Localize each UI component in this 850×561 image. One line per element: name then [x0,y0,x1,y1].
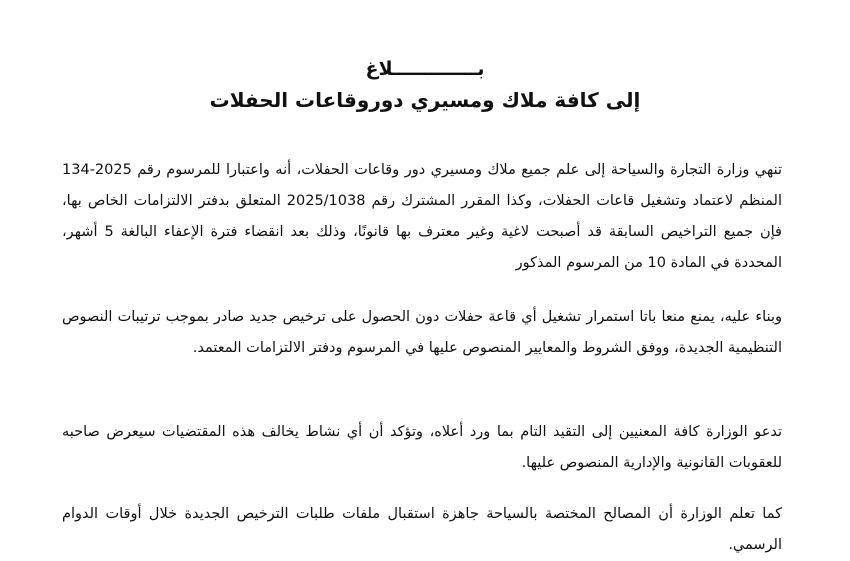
document-subtitle: إلى كافة ملاك ومسيري دوروقاعات الحفلات [209,88,641,112]
paragraph-1: تنهي وزارة التجارة والسياحة إلى علم جميع ملاك ومسيري دور وقاعات الحفلات، أنه واعتبارا للمرسوم رقم 2025-134 المنظم لاعتماد وتشغيل قاعات الحفلات، وكذا المقرر المشترك رقم 2025/1038 المتعلق بدفتر الالتزامات الخاص بها، فإن جميع التراخيص السابقة قد أصبحت لاغية وغير معترف بها قانونًا، وذلك بعد انقضاء فترة الإعفاء البالغة 5 أشهر، المحددة في المادة 10 من المرسوم المذكور [62,161,782,271]
document-title: بـــــــــــــلاغ [365,58,485,80]
paragraph-3: تدعو الوزارة كافة المعنيين إلى التقيد التام بما ورد أعلاه، وتؤكد أن أي نشاط يخالف هذه المقتضيات سيعرض صاحبه للعقوبات القانونية والإدارية المنصوص عليها. [62,423,782,471]
paragraph-4: كما تعلم الوزارة أن المصالح المختصة بالسياحة جاهزة استقبال ملفات طلبات الترخيص الجديدة خلال أوقات الدوام الرسمي. [62,505,782,553]
paragraph-2: وبناء عليه، يمنع منعا باتا استمرار تشغيل أي قاعة حفلات دون الحصول على ترخيص جديد صادر بموجب ترتيبات النصوص التنظيمية الجديدة، ووفق الشروط والمعايير المنصوص عليها في المرسوم ودفتر الالتزامات المعتمد. [62,308,782,356]
